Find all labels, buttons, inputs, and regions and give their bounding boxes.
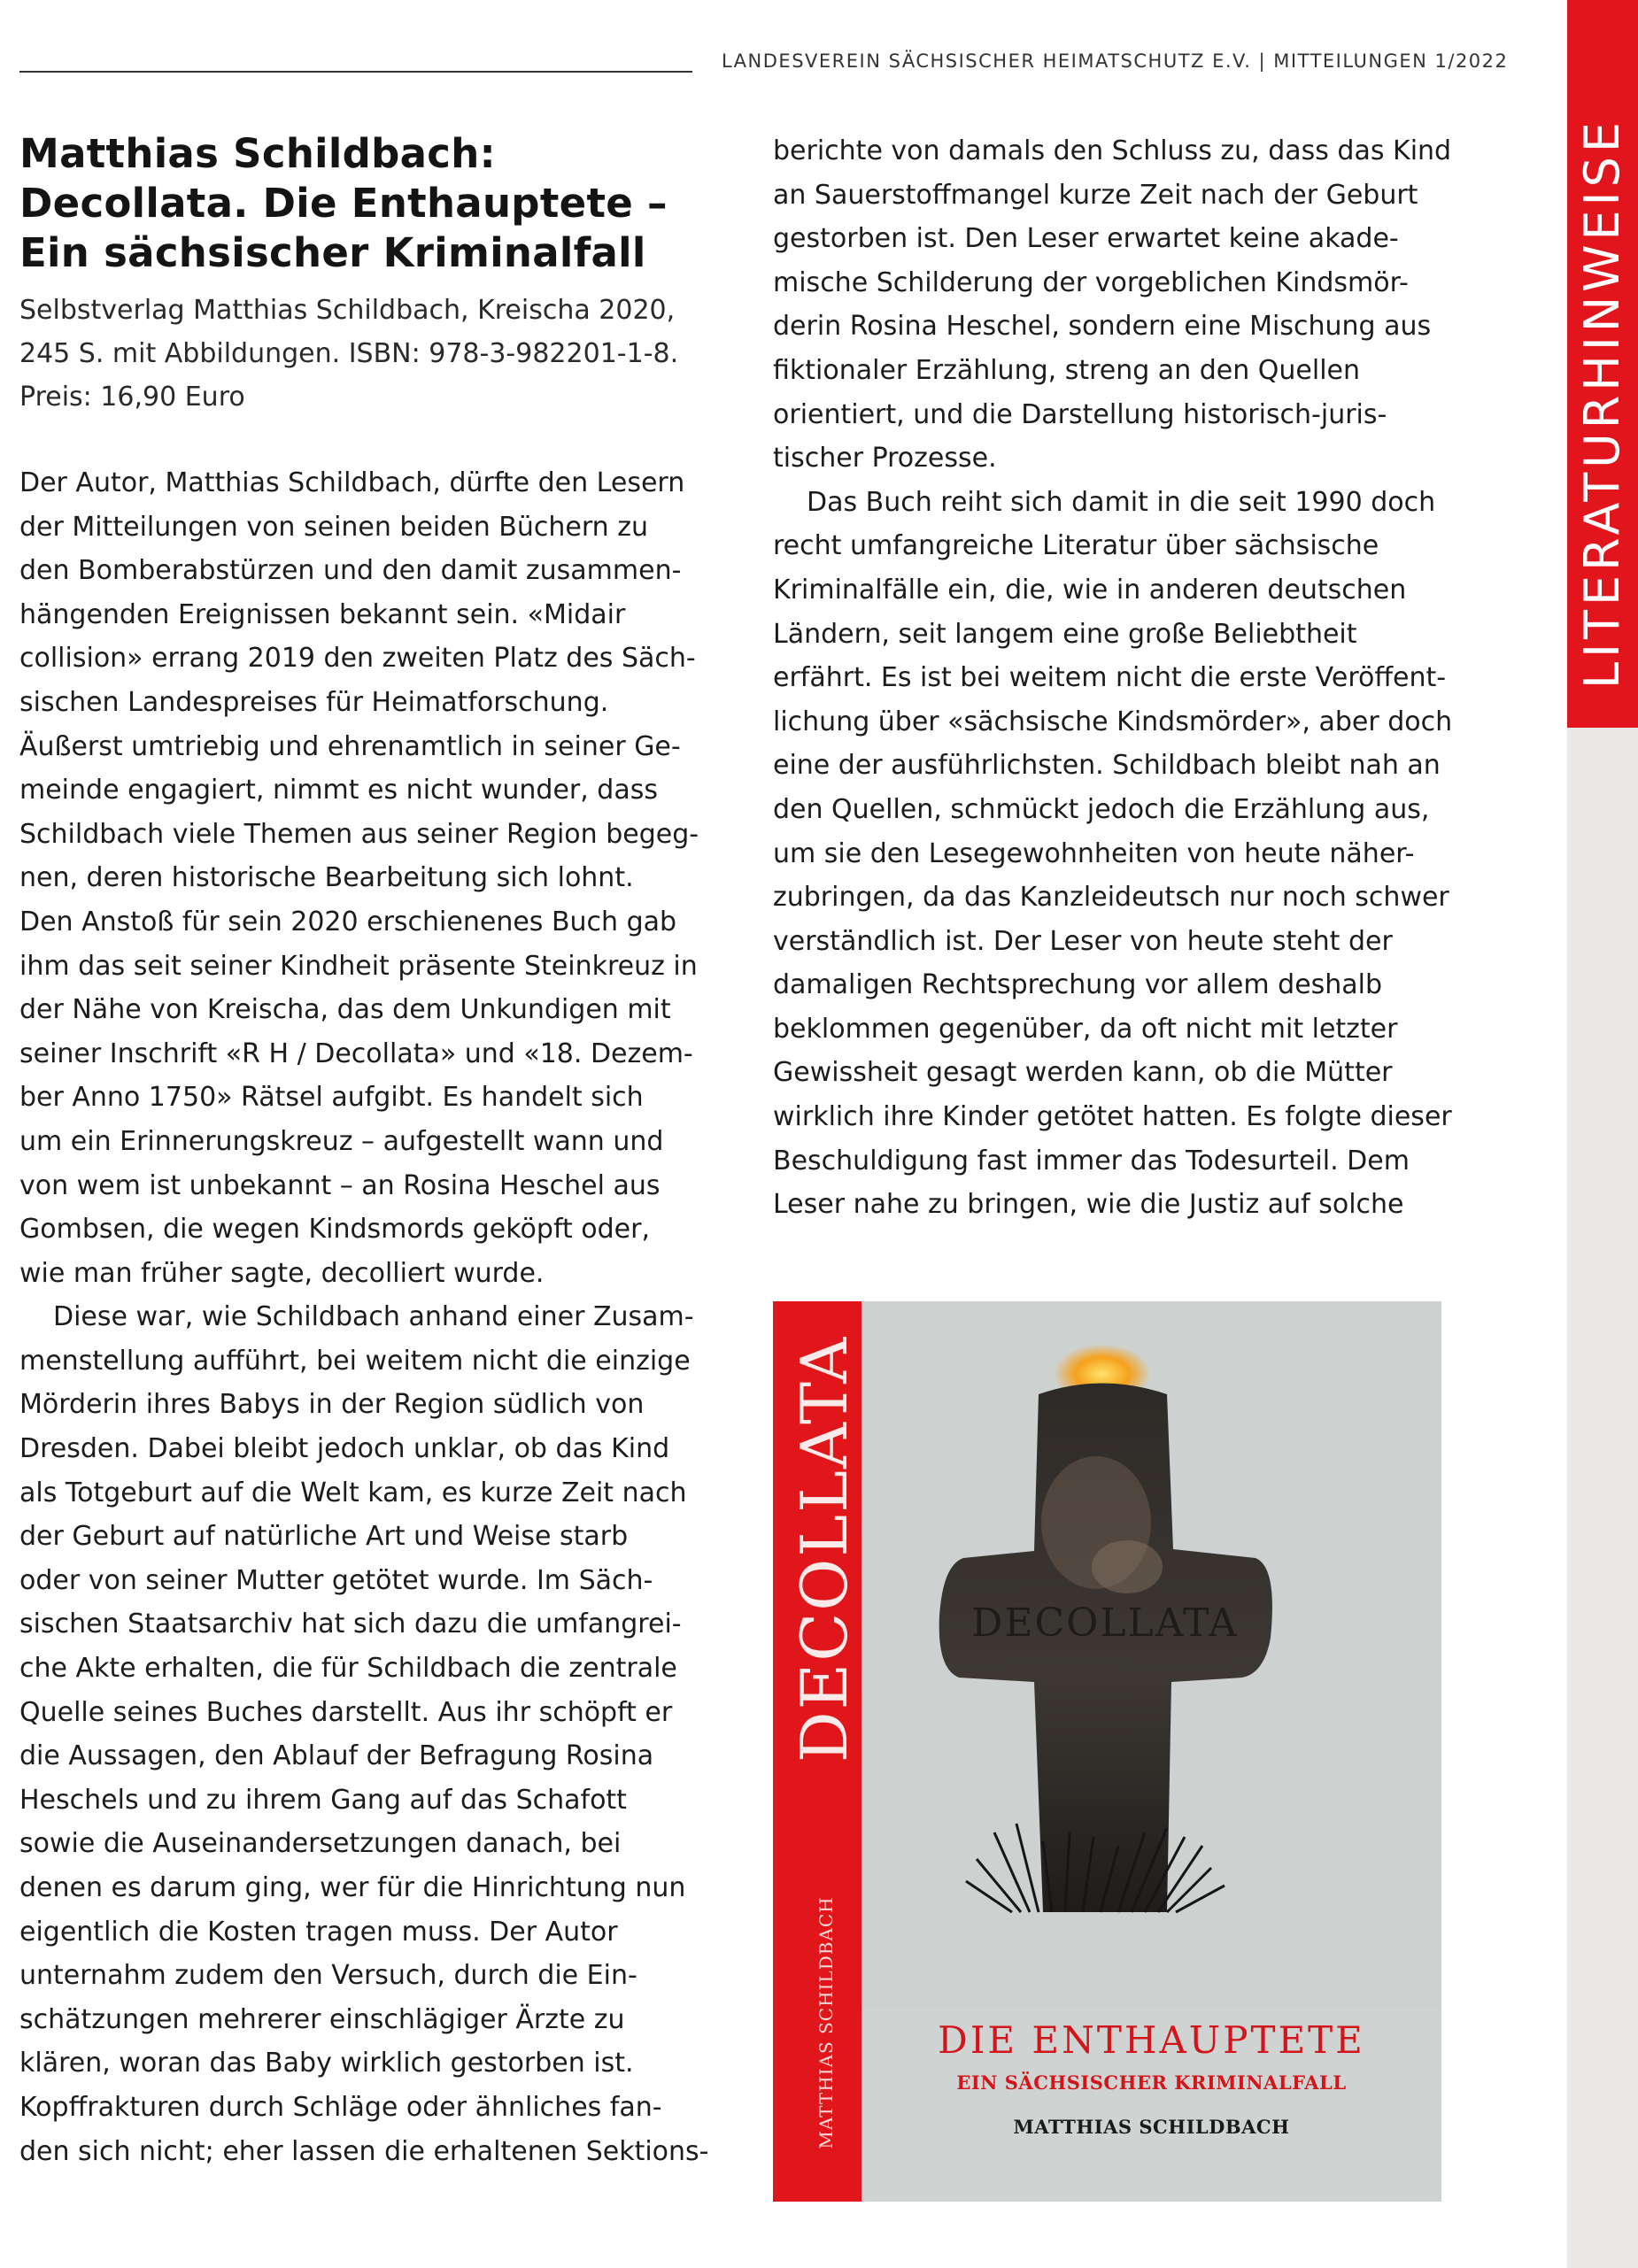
text-line: Mörderin ihres Babys in der Region südlich von bbox=[19, 1389, 645, 1421]
text-line: fiktionaler Erzählung, streng an den Quellen bbox=[773, 354, 1361, 386]
title-line: Ein sächsischer Kriminalfall bbox=[19, 229, 646, 276]
text-line: ihm das seit seiner Kindheit präsente Steinkreuz in bbox=[19, 950, 698, 982]
text-line: den Bomberabstürzen und den damit zusammen- bbox=[19, 555, 682, 587]
title-line: Decollata. Die Enthauptete – bbox=[19, 180, 668, 227]
spine-author: MATTHIAS SCHILDBACH bbox=[815, 1896, 837, 2149]
stone-cross-image bbox=[861, 1301, 1441, 2010]
text-line: orientiert, und die Darstellung historisch-juris- bbox=[773, 398, 1387, 430]
text-line: der Mitteilungen von seinen beiden Büchern zu bbox=[19, 511, 648, 543]
text-line: den Quellen, schmückt jedoch die Erzählung aus, bbox=[773, 793, 1430, 825]
text-line: Diese war, wie Schildbach anhand einer Zusam- bbox=[53, 1301, 694, 1333]
cover-author: MATTHIAS SCHILDBACH bbox=[1013, 2116, 1290, 2138]
text-line: damaligen Rechtsprechung vor allem deshalb bbox=[773, 969, 1383, 1001]
text-line: zubringen, da das Kanzleideutsch nur noch schwer bbox=[773, 882, 1449, 914]
text-line: die Aussagen, den Ablauf der Befragung Rosina bbox=[19, 1740, 654, 1772]
text-line: an Sauerstoffmangel kurze Zeit nach der Geburt bbox=[773, 179, 1418, 211]
paragraph-2 bbox=[19, 1295, 728, 2173]
text-line: Äußerst umtriebig und ehrenamtlich in seiner Ge- bbox=[19, 730, 681, 762]
text-line: hängenden Ereignissen bekannt sein. «Midair bbox=[19, 598, 626, 630]
spine-title: DECOLLATA bbox=[787, 1335, 861, 1763]
text-line: recht umfangreiche Literatur über sächsische bbox=[773, 530, 1379, 562]
text-line: der Nähe von Kreischa, das dem Unkundigen mit bbox=[19, 994, 671, 1026]
right-column bbox=[773, 129, 1481, 1227]
text-line: sischen Staatsarchiv hat sich dazu die umfangrei- bbox=[19, 1608, 682, 1640]
text-line: Leser nahe zu bringen, wie die Justiz auf solche bbox=[773, 1189, 1404, 1221]
book-spine bbox=[773, 1301, 861, 2202]
paragraph-4 bbox=[773, 481, 1481, 1227]
text-line: Den Anstoß für sein 2020 erschienenes Buch gab bbox=[19, 906, 677, 937]
text-line: als Totgeburt auf die Welt kam, es kurze Zeit nach bbox=[19, 1477, 687, 1508]
text-line: oder von seiner Mutter getötet wurde. Im Säch- bbox=[19, 1564, 653, 1596]
text-line: um ein Erinnerungskreuz – aufgestellt wann und bbox=[19, 1125, 664, 1157]
text-line: meinde engagiert, nimmt es nicht wunder, dass bbox=[19, 775, 658, 806]
text-line: nen, deren historische Bearbeitung sich lohnt. bbox=[19, 862, 634, 894]
text-line: denen es darum ging, wer für die Hinrichtung nun bbox=[19, 1872, 686, 1903]
title-line: Matthias Schildbach: bbox=[19, 130, 496, 177]
text-line: um sie den Lesegewohnheiten von heute näher- bbox=[773, 837, 1415, 869]
text-line: Schildbach viele Themen aus seiner Region begeg- bbox=[19, 818, 699, 850]
section-tab-label: LITERATURHINWEISE bbox=[1574, 118, 1630, 689]
publication-info bbox=[19, 289, 728, 419]
text-line: von wem ist unbekannt – an Rosina Heschel aus bbox=[19, 1169, 661, 1201]
text-line: verständlich ist. Der Leser von heute steht der bbox=[773, 925, 1393, 957]
running-header: LANDESVEREIN SÄCHSISCHER HEIMATSCHUTZ E.V. | MITTEILUNGEN 1/2022 bbox=[722, 50, 1509, 72]
cover-subtitle: EIN SÄCHSISCHER KRIMINALFALL bbox=[956, 2071, 1347, 2094]
paragraph-1 bbox=[19, 461, 728, 1295]
text-line: Der Autor, Matthias Schildbach, dürfte den Lesern bbox=[19, 467, 685, 498]
text-line: wie man früher sagte, decolliert wurde. bbox=[19, 1257, 545, 1289]
text-line: ber Anno 1750» Rätsel aufgibt. Es handelt sich bbox=[19, 1082, 644, 1114]
text-line: berichte von damals den Schluss zu, dass das Kind bbox=[773, 135, 1452, 166]
text-line: Kopffrakturen durch Schläge oder ähnliches fan- bbox=[19, 2091, 662, 2123]
text-line: seiner Inschrift «R H / Decollata» und «18. Dezem- bbox=[19, 1038, 693, 1069]
text-line: erfährt. Es ist bei weitem nicht die erste Veröffent- bbox=[773, 662, 1447, 694]
text-line: Quelle seines Buches darstellt. Aus ihr schöpft er bbox=[19, 1696, 673, 1728]
text-line: Kriminalfälle ein, die, wie in anderen deutschen bbox=[773, 574, 1407, 606]
section-tab bbox=[1567, 0, 1638, 728]
side-strip bbox=[1567, 728, 1638, 2268]
article-title bbox=[19, 129, 728, 278]
text-line: lichung über «sächsische Kindsmörder», aber doch bbox=[773, 706, 1453, 737]
text-line: mische Schilderung der vorgeblichen Kindsmör- bbox=[773, 266, 1409, 298]
cover-title: DIE ENTHAUPTETE bbox=[938, 2018, 1365, 2062]
text-line: eine der ausführlichsten. Schildbach bleibt nah an bbox=[773, 750, 1441, 782]
cross-inscription: DECOLLATA bbox=[971, 1601, 1239, 1646]
header-rule bbox=[19, 71, 692, 73]
text-line: Dresden. Dabei bleibt jedoch unklar, ob das Kind bbox=[19, 1433, 670, 1465]
meta-line: 245 S. mit Abbildungen. ISBN: 978-3-982201-1-8. bbox=[19, 338, 679, 369]
text-line: Das Buch reiht sich damit in die seit 1990 doch bbox=[807, 486, 1436, 518]
book-cover bbox=[773, 1301, 1441, 2202]
left-column bbox=[19, 129, 728, 2173]
text-line: tischer Prozesse. bbox=[773, 443, 997, 474]
text-line: sischen Landespreises für Heimatforschung. bbox=[19, 686, 609, 718]
text-line: unternahm zudem den Versuch, durch die Ein- bbox=[19, 1960, 637, 1992]
text-line: Heschels und zu ihrem Gang auf das Schafott bbox=[19, 1784, 627, 1816]
text-line: Gombsen, die wegen Kindsmords geköpft oder, bbox=[19, 1214, 651, 1246]
text-line: sowie die Auseinandersetzungen danach, bei bbox=[19, 1828, 622, 1860]
text-line: schätzungen mehrerer einschlägiger Ärzte zu bbox=[19, 2003, 625, 2035]
text-line: der Geburt auf natürliche Art und Weise starb bbox=[19, 1521, 629, 1553]
text-line: collision» errang 2019 den zweiten Platz des Säch- bbox=[19, 643, 696, 675]
text-line: che Akte erhalten, die für Schildbach die zentrale bbox=[19, 1653, 677, 1685]
paragraph-3 bbox=[773, 129, 1481, 481]
text-line: beklommen gegenüber, da oft nicht mit letzter bbox=[773, 1013, 1398, 1045]
text-line: derin Rosina Heschel, sondern eine Mischung aus bbox=[773, 311, 1432, 343]
text-line: wirklich ihre Kinder getötet hatten. Es folgte dieser bbox=[773, 1101, 1452, 1133]
text-line: eigentlich die Kosten tragen muss. Der Autor bbox=[19, 1916, 618, 1948]
text-line: Gewissheit gesagt werden kann, ob die Mütter bbox=[773, 1057, 1393, 1089]
text-line: gestorben ist. Den Leser erwartet keine akade- bbox=[773, 223, 1399, 255]
text-line: Beschuldigung fast immer das Todesurteil. Dem bbox=[773, 1145, 1410, 1176]
meta-line: Selbstverlag Matthias Schildbach, Kreischa 2020, bbox=[19, 295, 676, 326]
text-line: klären, woran das Baby wirklich gestorben ist. bbox=[19, 2048, 634, 2079]
text-line: menstellung aufführt, bei weitem nicht die einzige bbox=[19, 1345, 691, 1377]
text-line: Ländern, seit langem eine große Beliebtheit bbox=[773, 618, 1357, 650]
text-line: den sich nicht; eher lassen die erhaltenen Sektions- bbox=[19, 2135, 709, 2167]
meta-line: Preis: 16,90 Euro bbox=[19, 382, 245, 413]
